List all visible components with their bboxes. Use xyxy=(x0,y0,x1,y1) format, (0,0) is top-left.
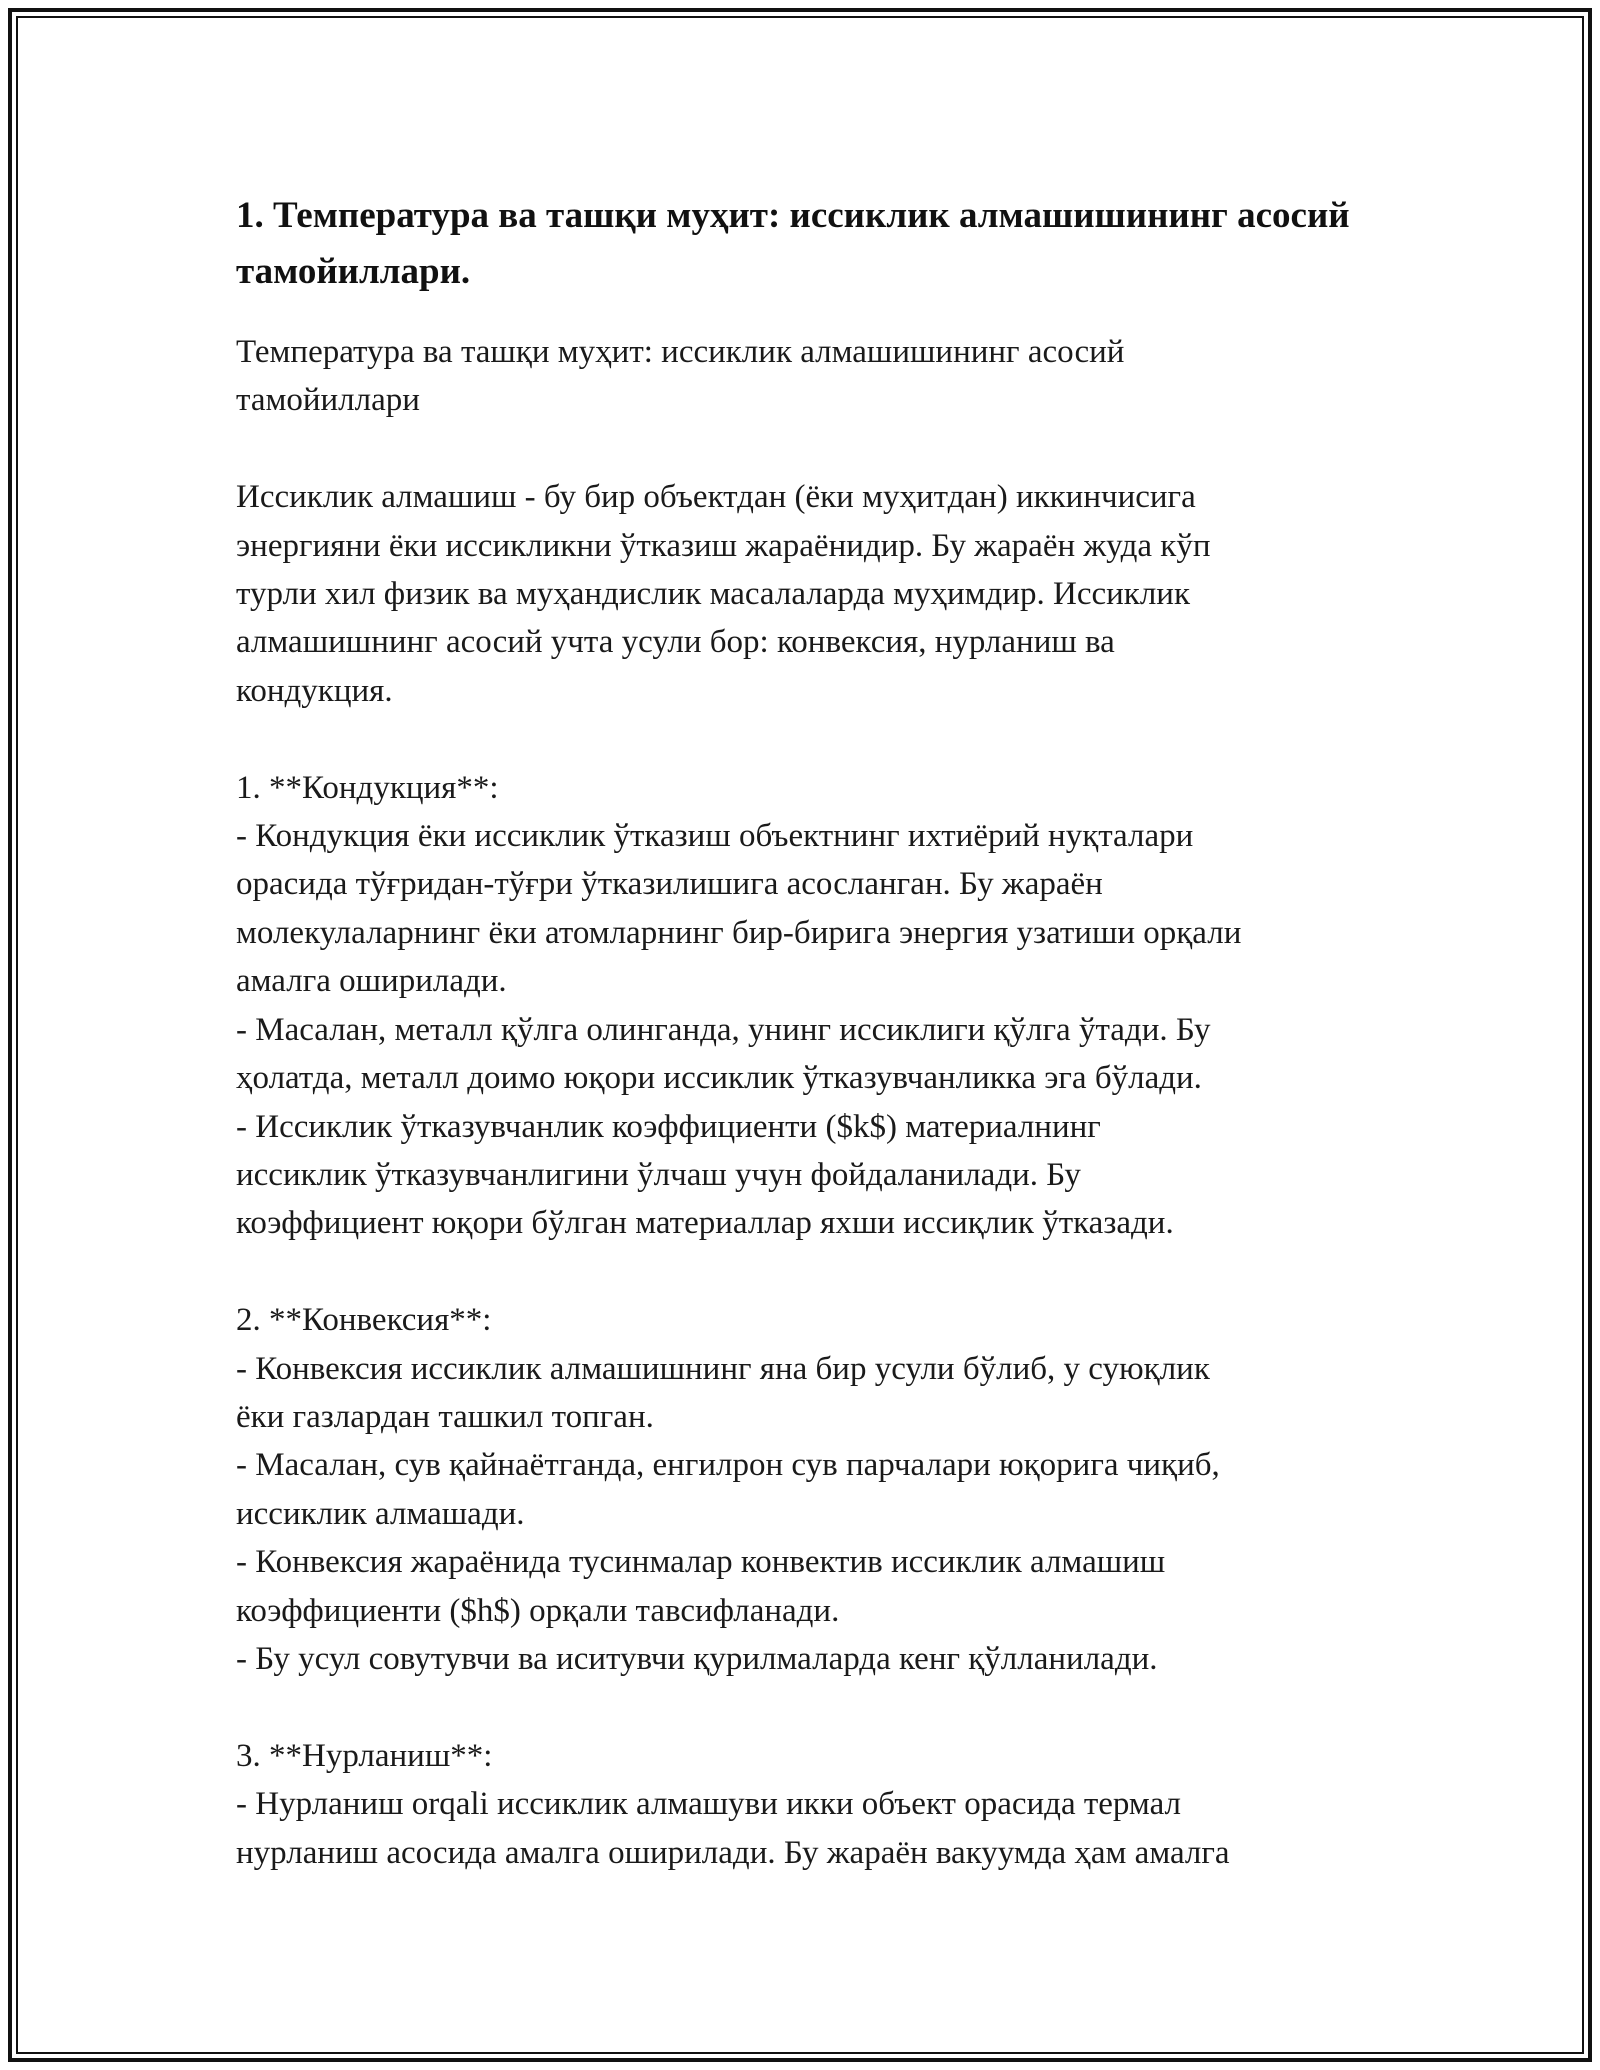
section-heading: 1. Температура ва ташқи муҳит: иссиклик алмашишининг асосий тамойиллари. xyxy=(236,195,1350,292)
document-content xyxy=(236,188,1376,1877)
body-text: Температура ва ташқи муҳит: иссиклик алмашишининг асосий тамойиллари Иссиклик алмашиш - бу бир объектдан (ёки муҳитдан) иккинчисига энергияни ёки иссикликни ўтказиш жараёнидир. Бу жараён жуда кўп турли хил физик ва муҳандислик масалаларда муҳимдир. Иссиклик алмашишнинг асосий учта усули бор: конвексия, нурланиш ва кондукция. 1. **Кондукция**: - Кондукция ёки иссиклик ўтказиш объектнинг ихтиёрий нуқталари орасида тўғридан-тўғри ўтказилишига асосланган. Бу жараён молекулаларнинг ёки атомларнинг бир-бирига энергия узатиши орқали амалга оширилади. - Масалан, металл қўлга олинганда, унинг иссиклиги қўлга ўтади. Бу ҳолатда, металл доимо юқори иссиклик ўтказувчанликка эга бўлади. - Иссиклик ўтказувчанлик коэффициенти ($k$) материалнинг иссиклик ўтказувчанлигини ўлчаш учун фойдаланилади. Бу коэффициент юқори бўлган материаллар яхши иссиқлик ўтказади. 2. **Конвексия**: - Конвексия иссиклик алмашишнинг яна бир усули бўлиб, у суюқлик ёки газлардан ташкил топган. - Масалан, сув қайнаётганда, енгилрон сув парчалари юқорига чиқиб, иссиклик алмашади. - Конвексия жараёнида тусинмалар конвектив иссиклик алмашиш коэффициенти ($h$) орқали тавсифланади. - Бу усул совутувчи ва иситувчи қурилмаларда кенг қўлланилади. 3. **Нурланиш**: - Нурланиш orqali иссиклик алмашуви икки объект орасида термал нурланиш асосида амалга оширилади. Бу жараён вакуумда ҳам амалга xyxy=(236,334,1242,1871)
